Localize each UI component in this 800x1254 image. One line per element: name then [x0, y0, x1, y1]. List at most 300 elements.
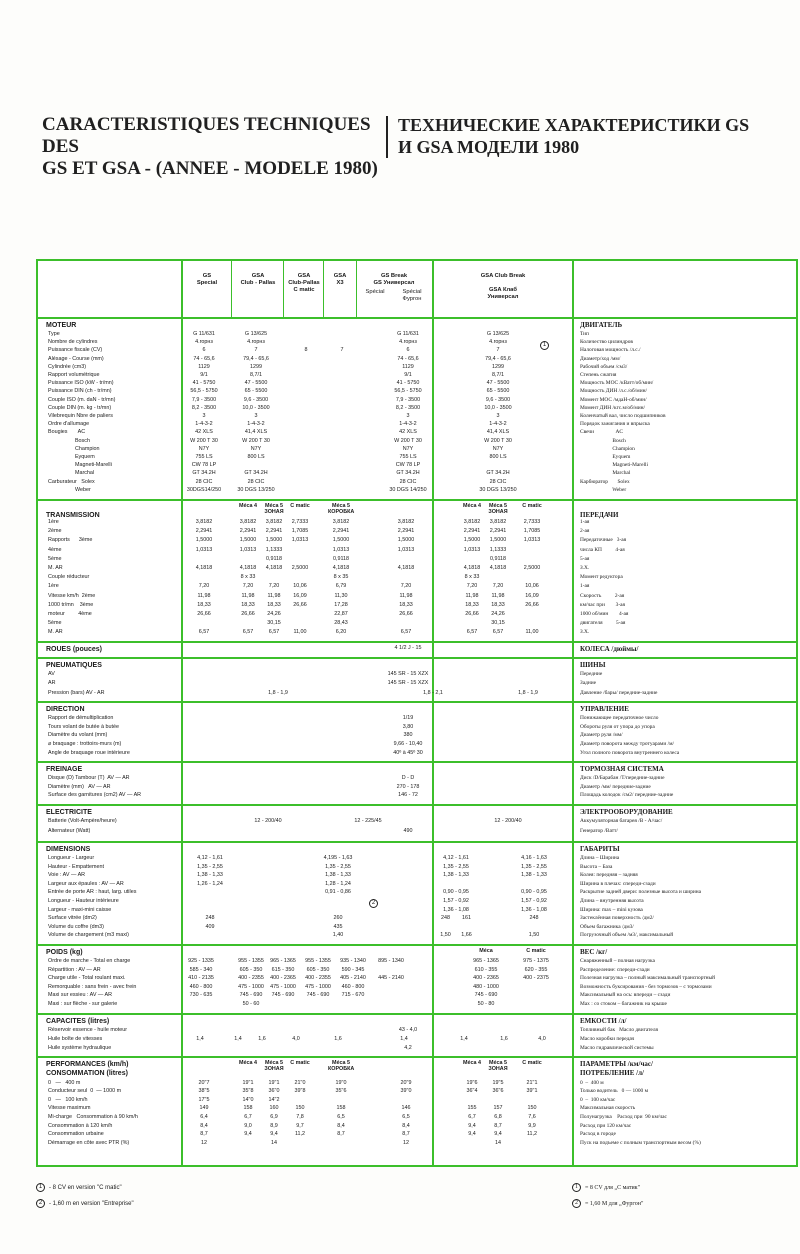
perf-subheader: Méca 4 — [463, 1059, 481, 1066]
row-label: 0 — 100 km/h — [48, 1096, 88, 1103]
row-label: Couple ISO (m. daN - tr/mn) — [48, 396, 116, 403]
table-cell: 7,9 - 3500 — [191, 396, 217, 403]
table-cell: 40º à 45º 30 — [393, 749, 423, 756]
row-label-ru: 0 – 400 м — [580, 1079, 604, 1086]
row-label-ru: З.Х. — [580, 629, 590, 636]
table-cell: 1129 — [402, 363, 414, 370]
table-cell: 6,9 — [270, 1113, 278, 1120]
row-label-ru: Мощность ДИН /л.с./об/мин/ — [580, 388, 647, 395]
table-cell: 7,8 — [296, 1113, 304, 1120]
table-cell: 42 XLS — [399, 429, 417, 436]
table-cell: 146 — [401, 1105, 411, 1112]
table-cell: 11,00 — [525, 629, 539, 636]
table-cell: 8,7 — [402, 1131, 410, 1138]
gear-subheader: Méca 5 ЗОНАЯ — [264, 503, 284, 515]
table-cell: 39"1 — [526, 1088, 538, 1095]
weight-subheader: Méca — [479, 947, 493, 954]
row-label: ⌀ braquage : trottoirs-murs (m) — [48, 740, 122, 747]
section-title: FREINAGE — [46, 766, 83, 774]
row-label-ru: Возможность буксирования - без тормозов – с тормозами — [580, 983, 712, 990]
row-label-ru: Степень сжатия — [580, 372, 617, 378]
table-cell: G 11/631 — [397, 331, 419, 337]
table-cell: 160 — [269, 1105, 279, 1112]
table-cell: 4.горнз — [399, 339, 417, 346]
table-cell: 9,4 — [494, 1131, 502, 1138]
table-cell: 50 - 60 — [242, 1000, 260, 1007]
table-cell: 19"1 — [268, 1079, 280, 1086]
table-cell: W 200 T 30 — [242, 437, 270, 444]
table-cell: 4,1818 — [195, 565, 213, 571]
table-cell: 28 CIC — [195, 478, 213, 485]
grid-line — [38, 641, 798, 643]
grid-line — [38, 1013, 798, 1015]
table-cell: 79,4 - 65,6 — [243, 355, 269, 362]
perf-subheader: C matic — [522, 1059, 542, 1066]
table-cell: 1,28 - 1,24 — [325, 880, 351, 887]
row-label: AV — [48, 670, 55, 677]
row-label-ru: Снаряженный – полная нагрузка — [580, 957, 655, 964]
row-label-ru: Максимальная скорость — [580, 1105, 636, 1112]
column-header: GSA X3 — [333, 273, 347, 286]
table-cell: 1,26 - 1,24 — [197, 880, 223, 887]
table-cell: 6 — [202, 347, 206, 354]
table-cell: 380 — [403, 732, 413, 739]
table-cell: 35"6 — [335, 1088, 347, 1095]
table-cell: 1,0313 — [332, 546, 350, 553]
row-label: Type — [48, 331, 60, 337]
row-label-ru: Max : со стоком – багажник на крыше — [580, 1000, 667, 1007]
grid-line — [231, 261, 232, 317]
table-cell: 4,1818 — [239, 565, 257, 571]
grid-line — [283, 261, 284, 317]
table-cell: 7,20 — [492, 583, 504, 590]
row-label: Angle de braquage roue intérieure — [48, 749, 130, 756]
table-cell: 155 — [467, 1105, 477, 1112]
row-label: Alésage - Course (mm) — [48, 355, 104, 362]
table-cell: 8,4 — [337, 1122, 345, 1129]
table-cell: 3,8182 — [195, 519, 213, 525]
perf-subheader: Méca 5 КОРОБКА — [328, 1059, 355, 1072]
table-cell: 11,98 — [197, 592, 211, 599]
table-cell: 41 - 5750 — [396, 380, 420, 387]
perf-subheader: C matic — [290, 1059, 310, 1066]
table-cell: 965 - 1365 — [270, 957, 296, 964]
table-cell: 4,0 — [538, 1035, 546, 1042]
grid-line — [38, 804, 798, 806]
row-label: 5ème — [48, 620, 62, 627]
table-cell: 4,195 - 1,63 — [323, 854, 353, 861]
row-label: 0 — 400 m — [48, 1079, 81, 1086]
table-cell: 6,7 — [468, 1113, 476, 1120]
table-cell: GT 34.2H — [192, 470, 216, 477]
table-cell: 1/19 — [402, 715, 414, 722]
table-cell: 1,50 — [528, 932, 540, 939]
table-cell: 8,7 — [200, 1131, 208, 1138]
row-label: Marchal — [48, 470, 95, 477]
section-title: DIMENSIONS — [46, 845, 91, 853]
table-cell: 1,35 - 2,55 — [197, 863, 223, 870]
section-title: POIDS (kg) — [46, 948, 83, 956]
table-cell: 1,5000 — [239, 537, 257, 544]
table-cell: 10,06 — [525, 583, 539, 590]
table-cell: 975 - 1375 — [523, 957, 549, 964]
grid-line — [38, 841, 798, 843]
table-cell: 4.горнз — [195, 339, 213, 346]
table-cell: 18,33 — [241, 601, 255, 608]
table-cell: 11,98 — [491, 592, 505, 599]
table-cell: 157 — [493, 1105, 503, 1112]
table-cell: 745 - 690 — [306, 992, 330, 999]
table-cell: 30,15 — [491, 620, 505, 627]
row-label: Remorquable : sans frein - avec frein — [48, 983, 137, 990]
table-cell: 1,6 — [258, 1035, 266, 1042]
row-label-ru: Диаметр/ход /мм/ — [580, 355, 621, 362]
row-label: Huile boîte de vitesses — [48, 1035, 103, 1042]
table-cell: 145 SR - 15 XZX — [387, 670, 429, 677]
table-cell: 2,7333 — [523, 519, 541, 525]
table-cell: 9,0 — [244, 1122, 252, 1129]
row-label-ru: Диаметр поворота между тротуарами /м/ — [580, 740, 674, 747]
row-label-ru: Топливный бак Масло двигателя — [580, 1026, 658, 1033]
table-cell: 1-4-3-2 — [247, 421, 265, 428]
table-cell: 2,2941 — [397, 528, 415, 535]
section-title: PERFORMANCES (km/h) — [46, 1060, 129, 1068]
table-cell: 475 - 1000 — [270, 983, 296, 990]
table-cell: 17"5 — [198, 1096, 210, 1103]
table-cell: 12 - 225/45 — [354, 817, 382, 824]
table-cell: 11,98 — [399, 592, 413, 599]
section-title-ru: ПАРАМЕТРЫ /км/час/ — [580, 1059, 653, 1068]
row-label-ru: числа КП 4-ая — [580, 546, 625, 553]
table-cell: 6,57 — [242, 629, 254, 636]
table-cell: 26,66 — [241, 611, 255, 617]
table-cell: 47 - 5500 — [486, 380, 510, 387]
title-french — [42, 114, 392, 180]
table-cell: 1,7085 — [523, 528, 541, 535]
table-cell: 9/1 — [200, 372, 208, 378]
row-label: 4ème — [48, 546, 62, 553]
table-cell: 10,0 - 3500 — [242, 404, 270, 411]
row-label-ru: Распределение: спереди-сзади — [580, 966, 650, 973]
table-cell: 26,66 — [293, 601, 307, 608]
section-title-ru: ВЕС /кг/ — [580, 947, 608, 956]
table-cell: 4.горнз — [247, 339, 265, 346]
section-title: ROUES (pouces) — [46, 645, 103, 653]
table-cell: 11,98 — [241, 592, 255, 599]
table-cell: 8,7/1 — [492, 372, 504, 378]
table-cell: 590 - 345 — [341, 966, 365, 973]
row-label-ru: Только водитель 0 — 1000 м — [580, 1088, 648, 1095]
table-cell: 158 — [243, 1105, 253, 1112]
row-label: Champion — [48, 445, 100, 452]
row-label-ru: Длина – внутренняя высота — [580, 897, 644, 904]
row-label: Ordre d'allumage — [48, 421, 90, 428]
table-cell: 4,12 - 1,61 — [443, 854, 469, 861]
gear-subheader: Méca 5 ЗОНАЯ — [488, 503, 508, 515]
row-label: Diamètre (mm) AV — AR — [48, 783, 111, 790]
table-cell: 1,5000 — [397, 537, 415, 544]
grid-line — [38, 1056, 798, 1058]
footnote-text-ru: = 8 CV для „С матик" — [585, 1184, 641, 1191]
row-label: Largeur - maxi-mini caisse — [48, 906, 112, 913]
table-cell: 38"5 — [198, 1088, 210, 1095]
table-cell: 6,57 — [400, 629, 412, 636]
table-cell: 50 - 80 — [477, 1000, 495, 1007]
section-title-ru: КОЛЕСА /дюймы/ — [580, 644, 639, 653]
table-cell: 0,90 - 0,95 — [443, 889, 469, 896]
table-cell: 1,0313 — [523, 537, 541, 544]
table-cell: 6,57 — [466, 629, 478, 636]
table-cell: 26,66 — [525, 601, 539, 608]
table-cell: 1,5000 — [195, 537, 213, 544]
table-cell: 8,7/1 — [250, 372, 262, 378]
table-cell: 150 — [295, 1105, 305, 1112]
row-label-ru: Масло коробки передач — [580, 1035, 635, 1042]
table-cell: 20"7 — [198, 1079, 210, 1086]
row-label-ru: 1-ая — [580, 519, 590, 525]
perf-subheader: Méca 5 ЗОНАЯ — [264, 1059, 284, 1072]
table-cell: 2,5000 — [291, 565, 309, 571]
table-cell: 2,2941 — [239, 528, 257, 535]
table-cell: G 11/631 — [193, 331, 215, 337]
row-label-ru: Weber — [580, 486, 627, 493]
row-label: Bosch — [48, 437, 90, 444]
table-cell: 30 DGS 14/250 — [389, 486, 427, 493]
section-title: ELECTRICITE — [46, 808, 92, 816]
table-cell: 1,0313 — [463, 546, 481, 553]
row-label: Diamètre du volant (mm) — [48, 732, 108, 739]
table-cell: 4,1818 — [463, 565, 481, 571]
row-label: Volume du coffre (dm3) — [48, 923, 104, 930]
row-label: 1000 tr/mn 3ème — [48, 601, 94, 608]
row-label-ru: Коленчатый вал, число подшипников — [580, 413, 666, 419]
grid-line — [38, 317, 798, 319]
table-cell: 755 LS — [195, 454, 213, 460]
table-cell: N7Y — [492, 445, 504, 452]
table-cell: 9,7 — [296, 1122, 304, 1129]
row-label: Bougies AC — [48, 429, 86, 436]
row-label-ru: Застеклённая поверхность /дм2/ — [580, 915, 654, 922]
table-cell: 8,4 — [402, 1122, 410, 1129]
table-cell: 79,4 - 65,6 — [485, 355, 511, 362]
table-cell: 745 - 690 — [474, 992, 498, 999]
table-cell: 22,87 — [334, 611, 348, 617]
table-cell: 1,57 - 0,92 — [521, 897, 547, 904]
table-cell: 17,28 — [334, 601, 348, 608]
table-cell: 935 - 1340 — [340, 957, 366, 964]
table-cell: 6,57 — [198, 629, 210, 636]
table-cell: 4,12 - 1,61 — [197, 854, 223, 861]
table-cell: 8,4 — [200, 1122, 208, 1129]
section-title-ru: ПОТРЕБЛЕНИЕ /л/ — [580, 1068, 644, 1077]
table-cell: 158 — [336, 1105, 346, 1112]
footnote-marker: 1 — [540, 341, 549, 350]
table-cell: 400 - 2365 — [473, 975, 499, 982]
table-cell: D - D — [401, 775, 415, 782]
table-cell: 11,2 — [294, 1131, 306, 1138]
table-cell: W 200 T 30 — [484, 437, 512, 444]
row-label: Batterie (Volt-Ampère/heure) — [48, 817, 117, 824]
table-cell: 2,2941 — [463, 528, 481, 535]
footnote — [36, 1199, 134, 1208]
table-cell: 248 — [205, 915, 215, 922]
table-cell: 1,36 - 1,08 — [521, 906, 547, 913]
row-label: Voie : AV — AR — [48, 872, 86, 879]
table-cell: 445 - 2140 — [378, 975, 404, 982]
table-cell: 7,20 — [198, 583, 210, 590]
table-cell: 7 — [496, 347, 500, 354]
table-cell: 6,7 — [244, 1113, 252, 1120]
row-label: Rapport volumétrique — [48, 372, 100, 378]
table-cell: 1,4 — [460, 1035, 468, 1042]
table-cell: 1,4 — [196, 1035, 204, 1042]
table-cell: 0,9118 — [265, 555, 283, 562]
table-cell: 1,8 - 1,9 — [518, 689, 538, 696]
table-cell: 7,20 — [242, 583, 254, 590]
row-label-ru: Угол полного поворота внутреннего колеса — [580, 749, 680, 756]
table-cell: 405 - 2140 — [340, 975, 366, 982]
table-cell: 955 - 1355 — [238, 957, 264, 964]
table-cell: 6,5 — [337, 1113, 345, 1120]
table-cell: 605 - 350 — [239, 966, 263, 973]
table-cell: 18,33 — [267, 601, 281, 608]
table-cell: 11,30 — [334, 592, 348, 599]
table-cell: 36"4 — [466, 1088, 478, 1095]
row-label-ru: Высота – База — [580, 863, 613, 870]
table-cell: 43 - 4,0 — [398, 1026, 418, 1033]
table-cell: 2,2941 — [195, 528, 213, 535]
row-label-ru: двигателя 5-ая — [580, 620, 626, 627]
table-cell: GT 34.2H — [244, 470, 268, 477]
title-ru-line-2: И GSA МОДЕЛИ 1980 — [398, 137, 580, 157]
gear-subheader: Méca 4 — [239, 503, 257, 509]
table-cell: 26,66 — [399, 611, 413, 617]
row-label-ru: З.Х. — [580, 565, 590, 571]
table-cell: 145 SR - 15 XZX — [387, 680, 429, 687]
grid-line — [38, 944, 798, 946]
table-cell: 4,1818 — [332, 565, 350, 571]
table-cell: 30DGS14/250 — [186, 486, 222, 493]
row-label: Maxi : sur flèche - sur galerie — [48, 1000, 118, 1007]
table-cell: 11,2 — [526, 1131, 538, 1138]
table-cell: 7,6 — [528, 1113, 536, 1120]
table-cell: 4 1/2 J - 15 — [394, 644, 422, 651]
table-cell: 3 — [254, 413, 258, 419]
footnote-text-ru: = 1,60 М для „Фургон" — [585, 1200, 644, 1207]
table-cell: 4,0 — [292, 1035, 300, 1042]
row-label-ru: Давление /бары/ передние-задние — [580, 689, 658, 696]
row-label: Vitesse km/h 2ème — [48, 592, 96, 599]
grid-line — [38, 657, 798, 659]
row-label: Weber — [48, 486, 91, 493]
table-cell: 8,7 — [337, 1131, 345, 1138]
table-cell: 460 - 800 — [341, 983, 365, 990]
table-cell: 1-4-3-2 — [399, 421, 417, 428]
table-cell: W 200 T 30 — [190, 437, 218, 444]
table-cell: 0,9118 — [489, 555, 507, 562]
table-cell: 30 DGS 13/250 — [237, 486, 275, 493]
row-label: Répartition : AV — AR — [48, 966, 101, 973]
table-cell: 400 - 2375 — [523, 975, 549, 982]
row-label: moteur 4ème — [48, 611, 92, 617]
table-cell: 1,7085 — [291, 528, 309, 535]
table-cell: 610 - 355 — [474, 966, 498, 973]
table-cell: 18,33 — [465, 601, 479, 608]
table-cell: 20"9 — [400, 1079, 412, 1086]
table-cell: 1129 — [198, 363, 210, 370]
table-cell: 9/1 — [404, 372, 412, 378]
row-label-ru: Eyquem — [580, 454, 631, 460]
row-label-ru: км/час при 3-ая — [580, 601, 625, 608]
row-label-ru: Масло гидравлической системы — [580, 1044, 654, 1051]
table-cell: 12 - 200/40 — [254, 817, 282, 824]
section-title-ru: ШИНЫ — [580, 660, 606, 669]
column-header: GSA Club - Pallas — [240, 273, 276, 286]
table-cell: 8,9 — [270, 1122, 278, 1129]
table-cell: 2,7333 — [291, 519, 309, 525]
row-label-ru: Задние — [580, 680, 596, 687]
section-title-ru: ДВИГАТЕЛЬ — [580, 321, 623, 329]
row-label: Huile système hydraulique — [48, 1044, 112, 1051]
row-label-ru: Magneti-Marelli — [580, 462, 648, 469]
table-cell: 9,9 — [528, 1122, 536, 1129]
table-cell: 248 161 — [441, 915, 471, 922]
column-header: GS Special — [196, 273, 218, 286]
table-cell: 3,8182 — [239, 519, 257, 525]
table-cell: 2,5000 — [523, 565, 541, 571]
row-label: Longueur - Hauteur intérieure — [48, 897, 119, 904]
table-cell: 4.горнз — [489, 339, 507, 346]
table-cell: 955 - 1355 — [305, 957, 331, 964]
title-russian — [398, 114, 788, 158]
table-cell: 800 LS — [247, 454, 265, 460]
table-cell: 16,09 — [525, 592, 539, 599]
table-cell: 8 x 35 — [333, 574, 349, 581]
table-cell: 16,09 — [293, 592, 307, 599]
table-cell: 65 - 5500 — [244, 388, 268, 395]
title-separator — [386, 116, 388, 158]
table-cell: 1,38 - 1,33 — [443, 872, 469, 879]
table-cell: 2,2941 — [489, 528, 507, 535]
table-cell: 26,66 — [465, 611, 479, 617]
table-cell: 1,1333 — [265, 546, 283, 553]
row-label-ru: Свечи AC — [580, 429, 624, 436]
row-label: Rapports 3ème — [48, 537, 93, 544]
table-cell: 6,5 — [402, 1113, 410, 1120]
row-label: Surface des garnitures (cm2) AV — AR — [48, 792, 142, 799]
spec-table — [36, 259, 798, 1167]
table-cell: 11,98 — [465, 592, 479, 599]
table-cell: 9,6 - 3500 — [243, 396, 269, 403]
table-cell: 3,80 — [402, 723, 414, 730]
table-cell: 755 LS — [399, 454, 417, 460]
table-cell: 7,9 - 3500 — [395, 396, 421, 403]
row-label-ru: Карбюратор Solex — [580, 478, 630, 485]
title-fr-line-1: CARACTERISTIQUES TECHNIQUES DES — [42, 114, 371, 157]
table-cell: 3,8182 — [489, 519, 507, 525]
row-label-ru: Налоговая мощность /л.с./ — [580, 347, 641, 354]
section-title: MOTEUR — [46, 322, 77, 329]
table-cell: 9,66 - 10,40 — [393, 740, 423, 747]
section-title: TRANSMISSION — [46, 512, 100, 519]
table-cell: 18,33 — [491, 601, 505, 608]
table-cell: 7 — [340, 347, 344, 354]
section-title-ru: ГАБАРИТЫ — [580, 844, 620, 853]
gear-subheader: Méca 5 КОРОБКА — [328, 503, 355, 515]
row-label-ru: Marchal — [580, 470, 631, 477]
table-cell: 1,1333 — [489, 546, 507, 553]
row-label: Largeur aux épaules : AV — AR — [48, 880, 124, 887]
